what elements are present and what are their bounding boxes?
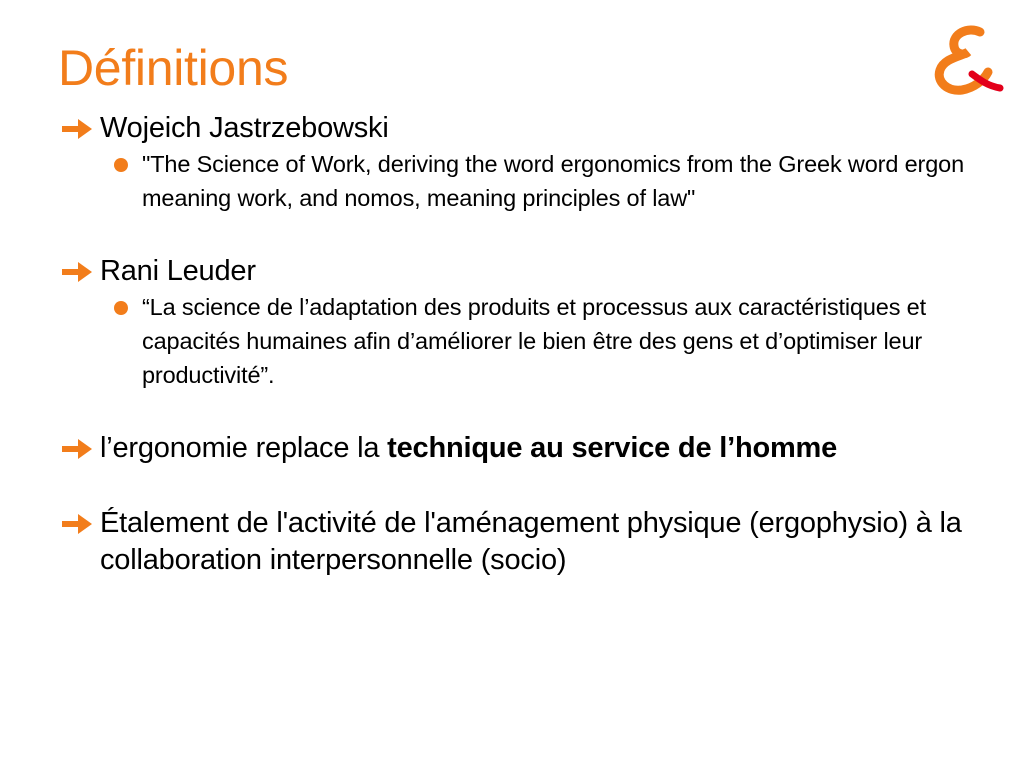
slide-title: Définitions: [58, 40, 289, 96]
sub-bullet-text: “La science de l’adaptation des produits et processus aux caractéristiques et capacités humaines afin d’améliorer le bien être des gens et d’optimiser leur productivité”.: [142, 294, 926, 388]
sub-bullet-item: [142, 147, 1000, 215]
bullet-text-bold: technique au service de l’homme: [387, 432, 838, 464]
bullet-text: Étalement de l'activité de l'aménagement physique (ergophysio) à la collaboration interpersonnelle (socio): [100, 507, 962, 576]
bullet-text: Rani Leuder: [100, 255, 256, 287]
orange-ampersand-logo-icon: [928, 22, 1004, 98]
arrow-right-icon: [60, 437, 94, 461]
arrow-right-icon: [60, 117, 94, 141]
bullet-list: [60, 110, 1000, 579]
bullet-item: [60, 430, 1000, 467]
arrow-right-icon: [60, 260, 94, 284]
sub-bullet-item: [142, 290, 1000, 392]
bullet-item: [60, 110, 1000, 147]
bullet-item: [60, 505, 1000, 579]
bullet-item: [60, 253, 1000, 290]
bullet-text: Wojeich Jastrzebowski: [100, 112, 389, 144]
sub-bullet-text: "The Science of Work, deriving the word ergonomics from the Greek word ergon meaning work, and nomos, meaning principles of law": [142, 151, 964, 211]
bullet-dot-icon: [114, 301, 128, 315]
arrow-right-icon: [60, 512, 94, 536]
bullet-text: l’ergonomie replace la: [100, 432, 388, 464]
bullet-dot-icon: [114, 158, 128, 172]
